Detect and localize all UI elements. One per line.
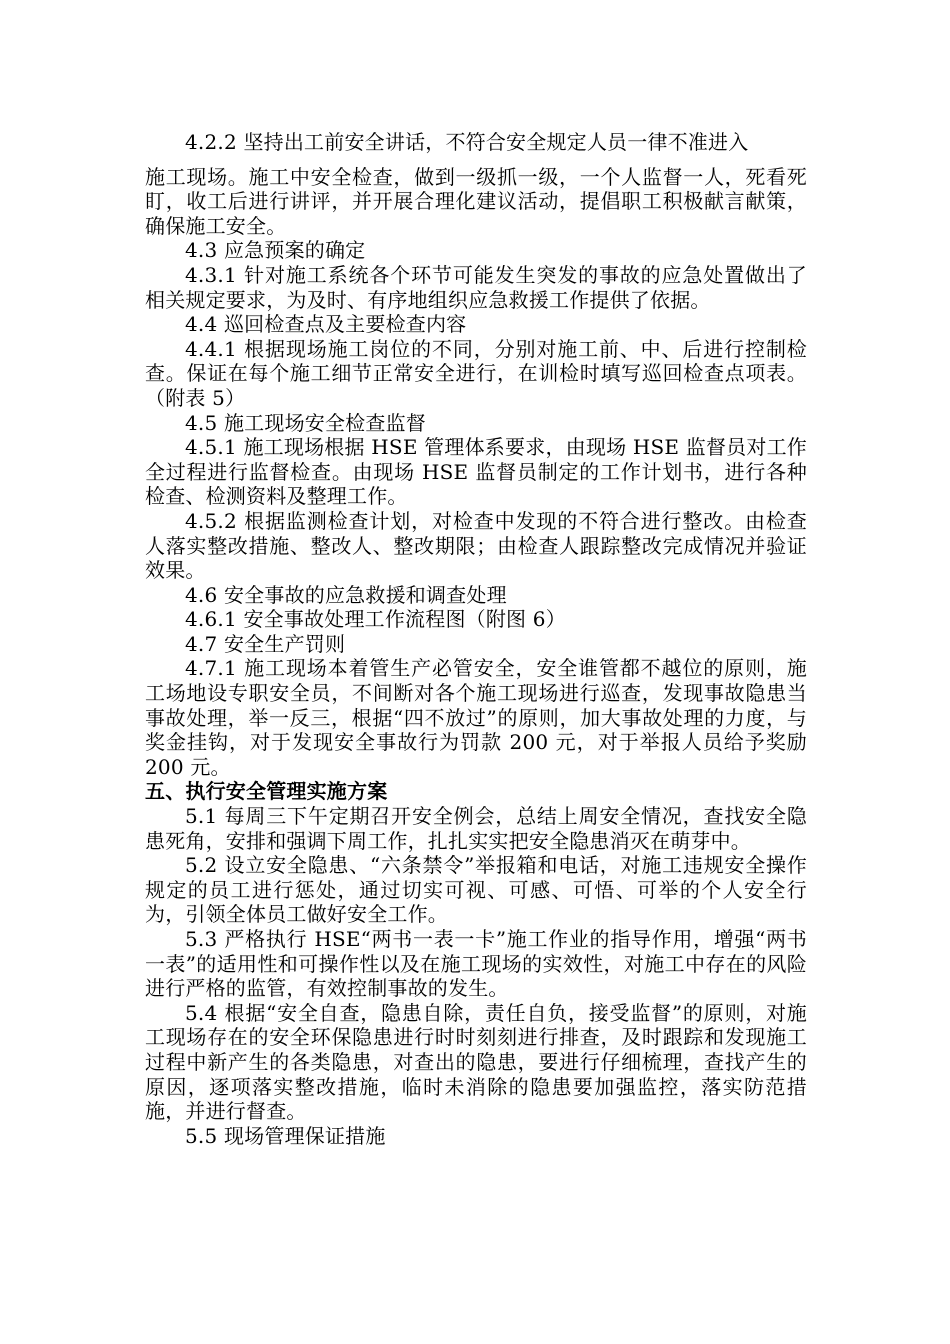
- paragraph-4-4: 4.4 巡回检查点及主要检查内容: [185, 312, 467, 337]
- paragraph-4-2-2-body: 施工现场。施工中安全检查，做到一级抓一级，一个人监督一人，死看死盯，收工后进行讲评，并开展合理化建议活动，提倡职工积极献言献策，确保施工安全。: [145, 164, 807, 238]
- paragraph-5-5: 5.5 现场管理保证措施: [185, 1123, 386, 1148]
- paragraph-4-3: 4.3 应急预案的确定: [185, 238, 366, 263]
- paragraph-4-7-1: 4.7.1 施工现场本着管生产必管安全，安全谁管都不越位的原则，施工场地设专职安全员，不间断对各个施工现场进行巡查，发现事故隐患当事故处理，举一反三，根据“四不放过”的原则，加大事故处理的力度，与奖金挂钩，对于发现安全事故行为罚款 200 元，对于举报人员给予奖励 200 元。: [145, 656, 807, 779]
- paragraph-4-7: 4.7 安全生产罚则: [185, 631, 346, 656]
- paragraph-4-5: 4.5 施工现场安全检查监督: [185, 410, 426, 435]
- paragraph-4-6: 4.6 安全事故的应急救援和调查处理: [185, 582, 507, 607]
- paragraph-4-5-2: 4.5.2 根据监测检查计划，对检查中发现的不符合进行整改。由检查人落实整改措施、整改人、整改期限；由检查人跟踪整改完成情况并验证效果。: [145, 508, 807, 583]
- section-heading-5: 五、执行安全管理实施方案: [145, 779, 388, 804]
- paragraph-5-4: 5.4 根据“安全自查，隐患自除，责任自负，接受监督”的原则，对施工现场存在的安全环保隐患进行时时刻刻进行排查，及时跟踪和发现施工过程中新产生的各类隐患，对查出的隐患，要进行仔细梳理，查找产生的原因，逐项落实整改措施，临时未消除的隐患要加强监控，落实防范措施，并进行督查。: [145, 1000, 807, 1124]
- paragraph-5-2: 5.2 设立安全隐患、“六条禁令”举报箱和电话，对施工违规安全操作规定的员工进行惩处，通过切实可视、可感、可悟、可举的个人安全行为，引领全体员工做好安全工作。: [145, 853, 807, 927]
- paragraph-4-3-1: 4.3.1 针对施工系统各个环节可能发生突发的事故的应急处置做出了相关规定要求，为及时、有序地组织应急救援工作提供了依据。: [145, 262, 807, 312]
- paragraph-4-6-1: 4.6.1 安全事故处理工作流程图（附图 6）: [185, 607, 566, 632]
- paragraph-5-3: 5.3 严格执行 HSE“两书一表一卡”施工作业的指导作用，增强“两书一表”的适用性和可操作性以及在施工现场的实效性，对施工中存在的风险进行严格的监管，有效控制事故的发生。: [145, 927, 807, 1001]
- paragraph-5-1: 5.1 每周三下午定期召开安全例会，总结上周安全情况，查找安全隐患死角，安排和强调下周工作，扎扎实实把安全隐患消灭在萌芽中。: [145, 804, 807, 853]
- paragraph-4-5-1: 4.5.1 施工现场根据 HSE 管理体系要求，由现场 HSE 监督员对工作全过程进行监督检查。由现场 HSE 监督员制定的工作计划书，进行各种检查、检测资料及整理工作。: [145, 435, 807, 509]
- paragraph-4-4-1: 4.4.1 根据现场施工岗位的不同，分别对施工前、中、后进行控制检查。保证在每个施工细节正常安全进行，在训检时填写巡回检查点项表。（附表 5）: [145, 336, 807, 410]
- paragraph-4-2-2-heading: 4.2.2 坚持出工前安全讲话，不符合安全规定人员一律不准进入: [185, 130, 749, 154]
- document-page: [145, 130, 807, 1148]
